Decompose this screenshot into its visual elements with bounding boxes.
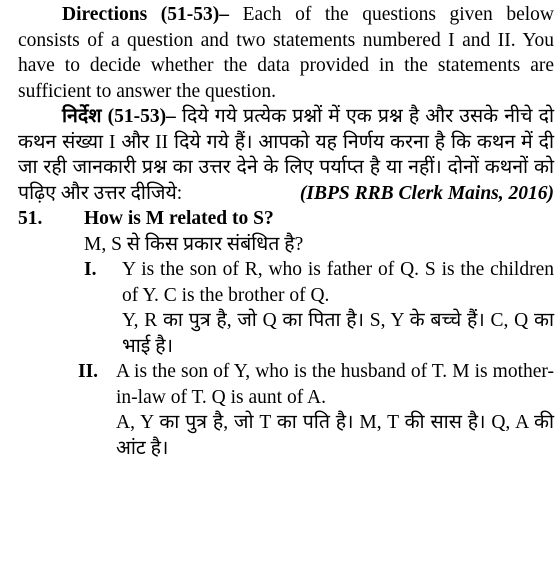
directions-english-text: Each of the questions given below consists of a question and two statements numbered I and II. You have to decide whether the data provided in the statements are sufficient to answer the question. [18, 4, 555, 102]
question-english: How is M related to S? [84, 208, 274, 229]
exam-source: (IBPS RRB Clerk Mains, 2016) [299, 182, 554, 204]
statement-1 [18, 257, 554, 359]
statement-1-label: I. [84, 259, 97, 280]
directions-hindi-heading: निर्देश (51-53)– [62, 106, 176, 127]
directions-hindi-text: दिये गये प्रत्येक प्रश्नों में एक प्रश्न है और उसके नीचे दो कथन संख्या I और II दिये गये हैं। आपको यह निर्णय करना है कि कथन में दी जा रही जानकारी प्रश्न का उत्तर देने के लिए पर्याप्त है या नहीं। दोनों कथनों को पढ़िए और उत्तर दीजिये: [18, 106, 554, 204]
question-number: 51. [18, 208, 43, 229]
directions-heading: Directions (51-53)– [62, 4, 229, 25]
statement-2 [18, 359, 554, 461]
statement-2-label: II. [78, 361, 99, 382]
directions-hindi [18, 104, 554, 206]
statement-2-hindi: A, Y का पुत्र है, जो T का पति है। M, T की सास है। Q, A की आंट है। [116, 412, 554, 459]
statement-1-hindi: Y, R का पुत्र है, जो Q का पिता है। S, Y के बच्चे हैं। C, Q का भाई है। [122, 310, 554, 357]
statement-2-english: A is the son of Y, who is the husband of T. M is mother-in-law of T. Q is aunt of A. [116, 361, 554, 408]
question-line [18, 206, 554, 232]
directions-english [18, 2, 554, 104]
question-hindi: M, S से किस प्रकार संबंधित है? [84, 233, 304, 255]
statement-1-english: Y is the son of R, who is father of Q. S is the children of Y. C is the brother of Q. [122, 259, 554, 306]
